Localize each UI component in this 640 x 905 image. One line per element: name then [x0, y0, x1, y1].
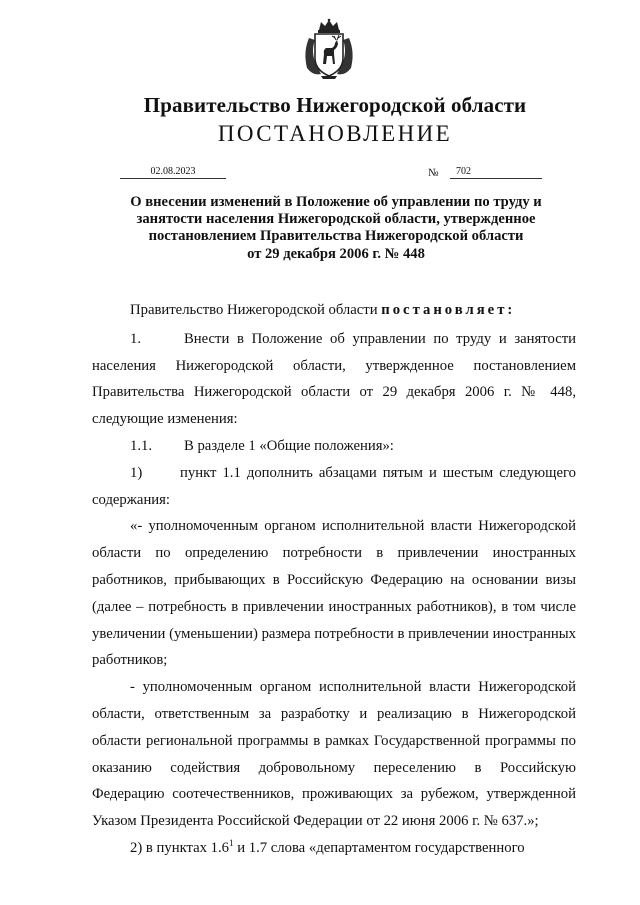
subitem-2-rest: и 1.7 слова «департаментом государственного [233, 839, 525, 856]
document-subject [100, 194, 572, 263]
subject-line: постановлением Правительства Нижегородской области [148, 228, 524, 245]
item-1-text: Внести в Положение об управлении по труду и занятости населения Нижегородской области, утвержденное постановлением Правительства Нижегородской области от 29 декабря 2006 г. № 448, следующие изменения: [92, 330, 576, 428]
item-1-number: 1. [130, 330, 142, 347]
item-1-1-number: 1.1. [130, 437, 153, 454]
coat-of-arms-icon [301, 18, 357, 80]
subitem-1-number: 1) [130, 464, 143, 481]
subject-line: от 29 декабря 2006 г. № 448 [247, 245, 425, 262]
subitem-1-text: пункт 1.1 дополнить абзацами пятым и шестым следующего содержания: [92, 464, 576, 508]
document-date: 02.08.2023 [120, 166, 226, 179]
subitem-1 [92, 460, 576, 514]
subitem-2-superscript: 1 [229, 838, 234, 849]
subitem-2 [92, 835, 576, 862]
subject-line: О внесении изменений в Положение об управлении по труду и [130, 194, 542, 210]
subitem-2-lead: 2) в пунктах 1.6 [130, 839, 230, 856]
document-type: ПОСТАНОВЛЕНИЕ [217, 121, 453, 146]
quote-paragraph-1: «- уполномоченным органом исполнительной власти Нижегородской области по определению потребности в привлечении иностранных работников, прибывающих в Российскую Федерацию на основании визы (далее – потребность в привлечении иностранных работников), в том числе увеличении (уменьшении) размера потребности в привлечении иностранных работников; [92, 518, 576, 669]
item-1-1 [92, 433, 576, 460]
preamble [92, 297, 576, 324]
subject-line: занятости населения Нижегородской области, утвержденное [136, 211, 536, 228]
number-sign: № [428, 167, 439, 179]
preamble-lead: Правительство Нижегородской области [130, 302, 378, 318]
item-1 [92, 326, 576, 433]
quote-paragraph-2: - уполномоченным органом исполнительной власти Нижегородской области, ответственным за разработку и реализацию в Нижегородской области региональной программы в рамках Государственной программы по оказанию содействия добровольному переселению в Российскую Федерацию соотечественников, проживающих за рубежом, утвержденной Указом Президента Российской Федерации от 22 июня 2006 г. № 637.»; [92, 679, 576, 830]
item-1-1-text: В разделе 1 «Общие положения»: [184, 437, 394, 454]
preamble-verb: постановляет: [381, 302, 516, 318]
government-name: Правительство Нижегородской области [143, 93, 527, 117]
document-body [92, 297, 576, 862]
document-number: 702 [450, 166, 542, 179]
